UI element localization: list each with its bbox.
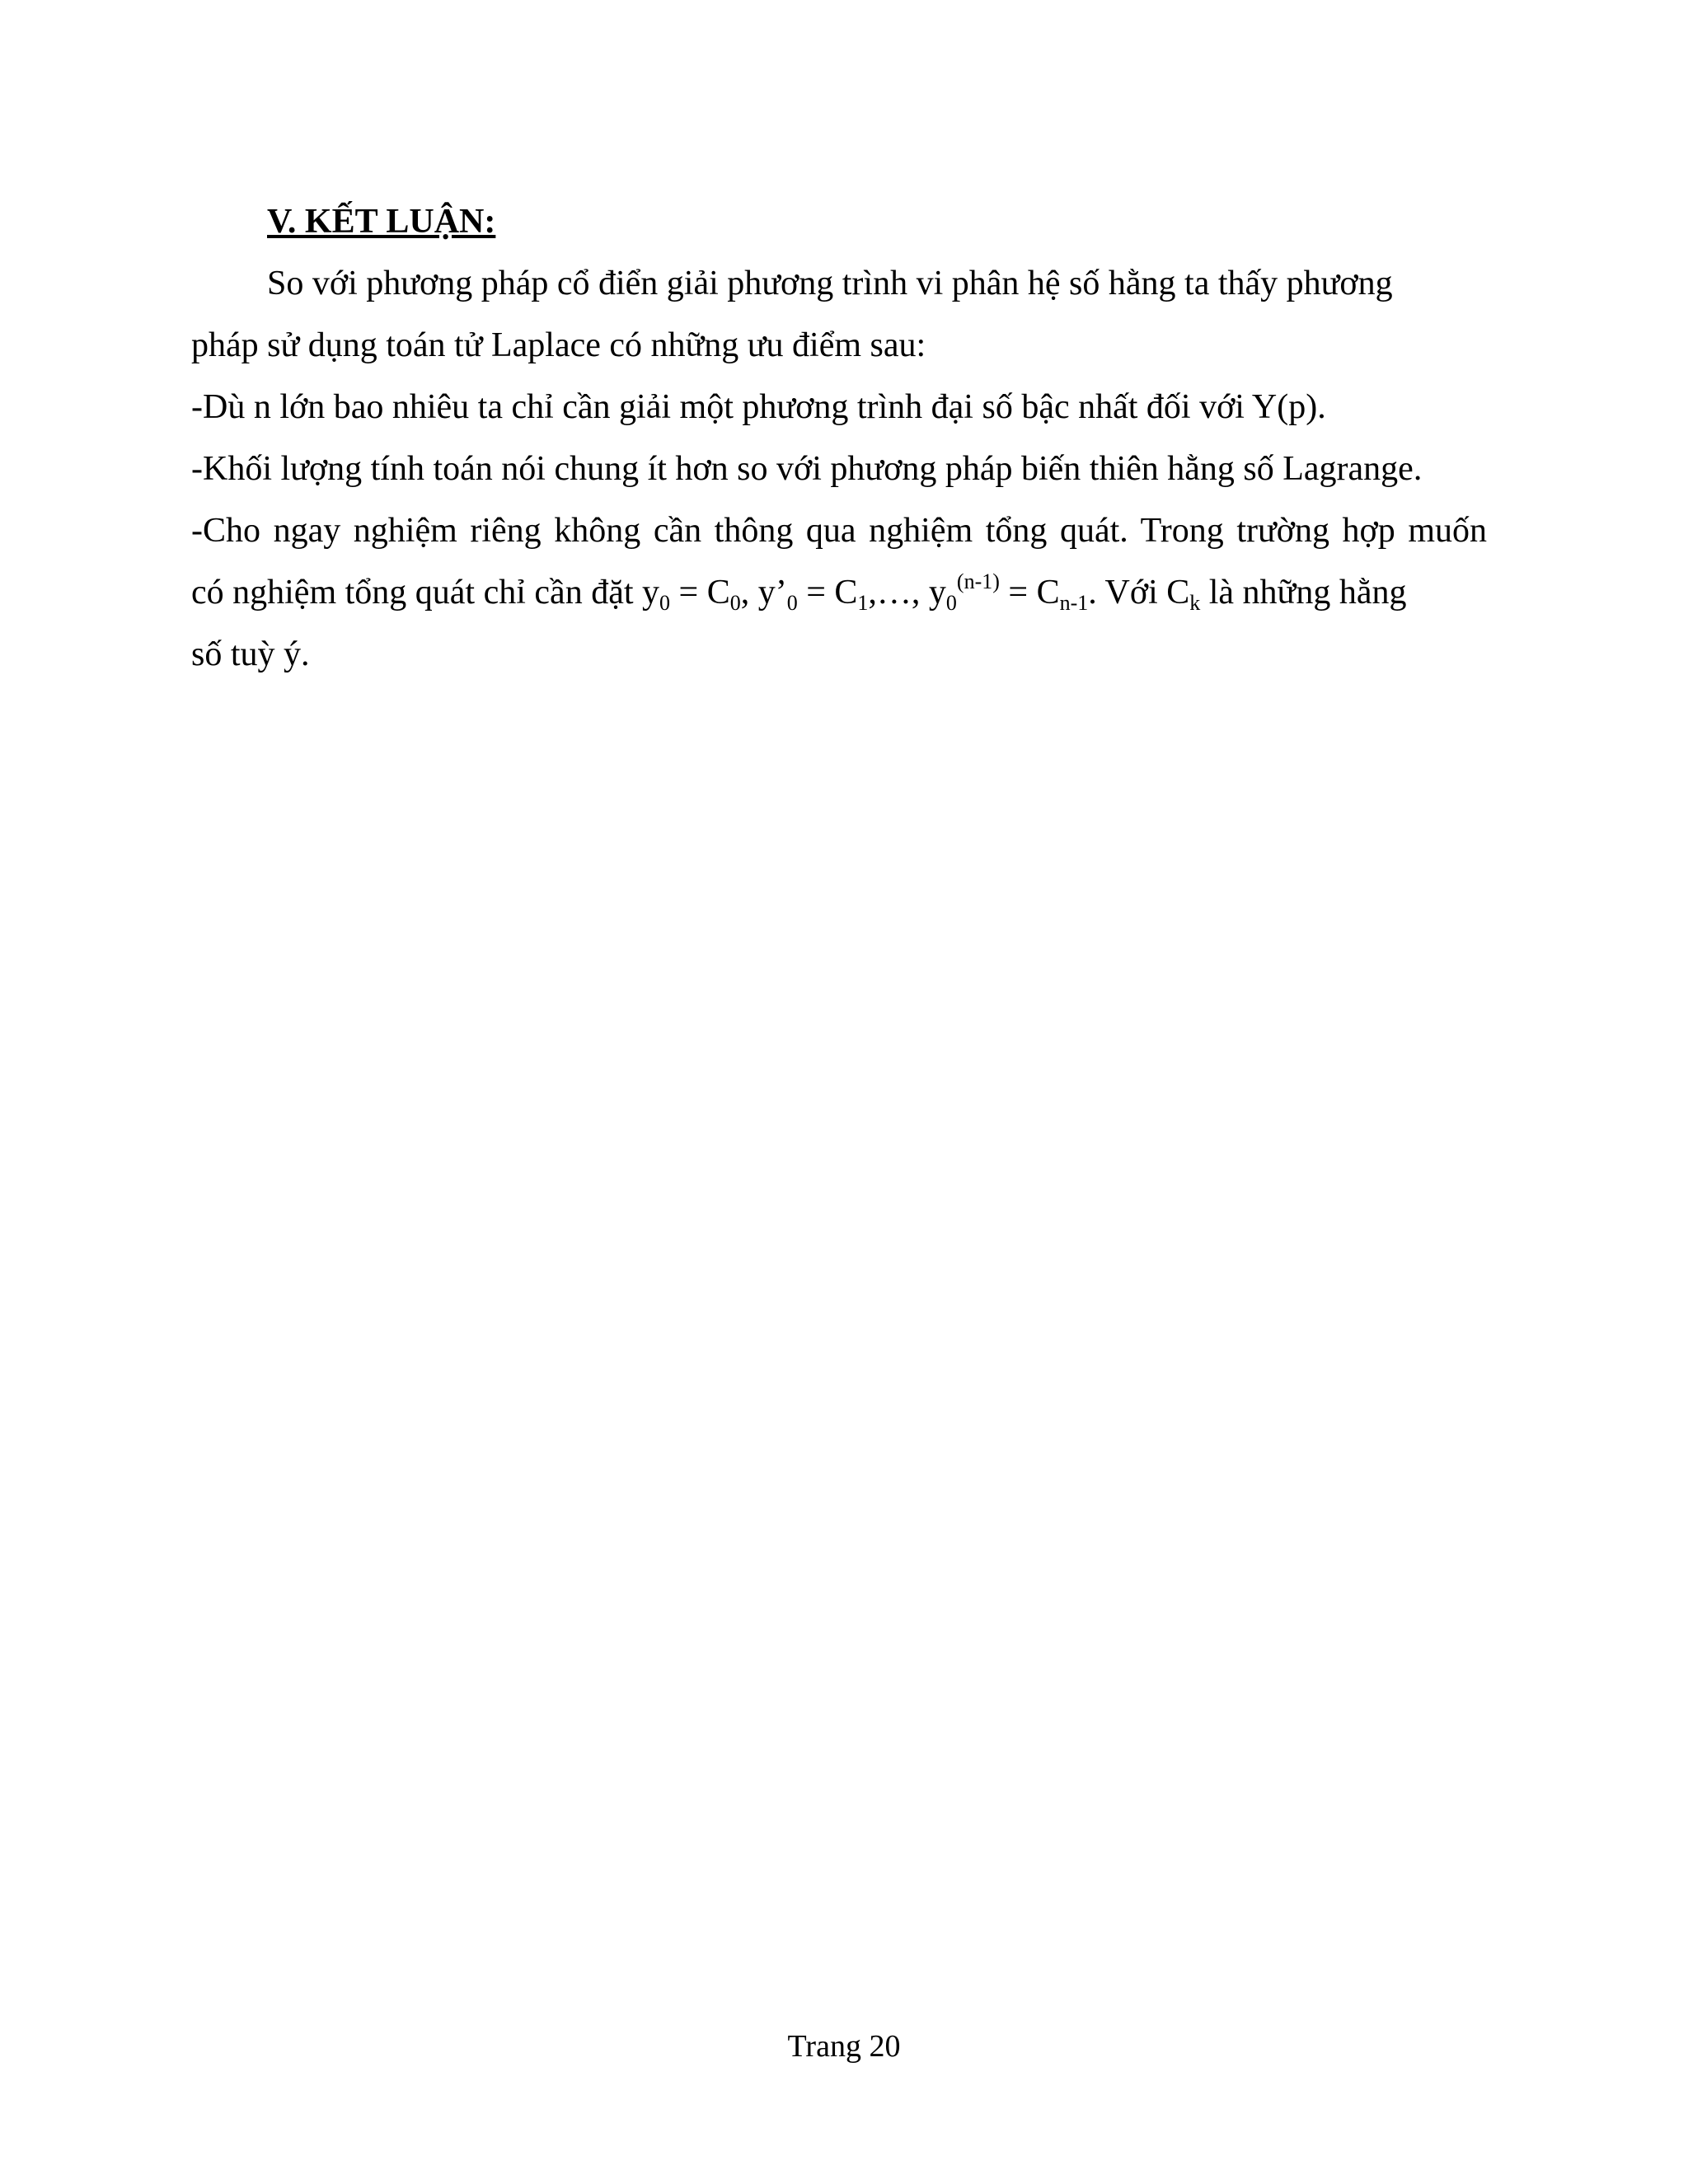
advantage-text-2: -Khối lượng tính toán nói chung ít hơn so với phương pháp biến thiên hằng số Lagrange. [191, 450, 1423, 488]
formula-text: có nghiệm tổng quát chỉ cần đặt y [191, 574, 660, 612]
advantage-text-3: -Cho ngay nghiệm riêng không cần thông qua nghiệm tổng quát. Trong trường hợp muốn [191, 512, 1487, 550]
formula-text: là những hằng [1200, 574, 1407, 612]
intro-line-1: So với phương pháp cổ điển giải phương trình vi phân hệ số hằng ta thấy phương [267, 265, 1393, 302]
advantage-point-2 [191, 438, 1487, 500]
formula-line [191, 562, 1487, 624]
formula-text: = C [797, 574, 858, 612]
intro-line-2: pháp sử dụng toán tử Laplace có những ưu điểm sau: [191, 326, 926, 364]
formula-subscript: 0 [729, 591, 741, 615]
formula-subscript: 0 [945, 591, 957, 615]
advantage-point-3 [191, 500, 1487, 686]
formula-subscript: k [1189, 591, 1201, 615]
section-heading: V. KẾT LUẬN: [267, 203, 496, 241]
formula-text: , y’ [740, 574, 787, 612]
intro-paragraph [191, 253, 1487, 377]
formula-subscript: 0 [786, 591, 798, 615]
formula-text: ,…, y [868, 574, 946, 612]
page-content [191, 191, 1487, 686]
last-line: số tuỳ ý. [191, 635, 310, 673]
advantage-text-1: -Dù n lớn bao nhiêu ta chỉ cần giải một phương trình đại số bậc nhất đối với Y(p). [191, 388, 1326, 426]
formula-text: = C [670, 574, 730, 612]
formula-text: . Với C [1088, 574, 1190, 612]
formula-subscript: 1 [857, 591, 869, 615]
formula-subscript: 0 [659, 591, 671, 615]
page-number-footer: Trang 20 [787, 2029, 901, 2064]
formula-text: = C [999, 574, 1060, 612]
formula-subscript: n-1 [1059, 591, 1089, 615]
advantage-point-1 [191, 377, 1487, 438]
formula-superscript: (n-1) [956, 569, 1000, 593]
